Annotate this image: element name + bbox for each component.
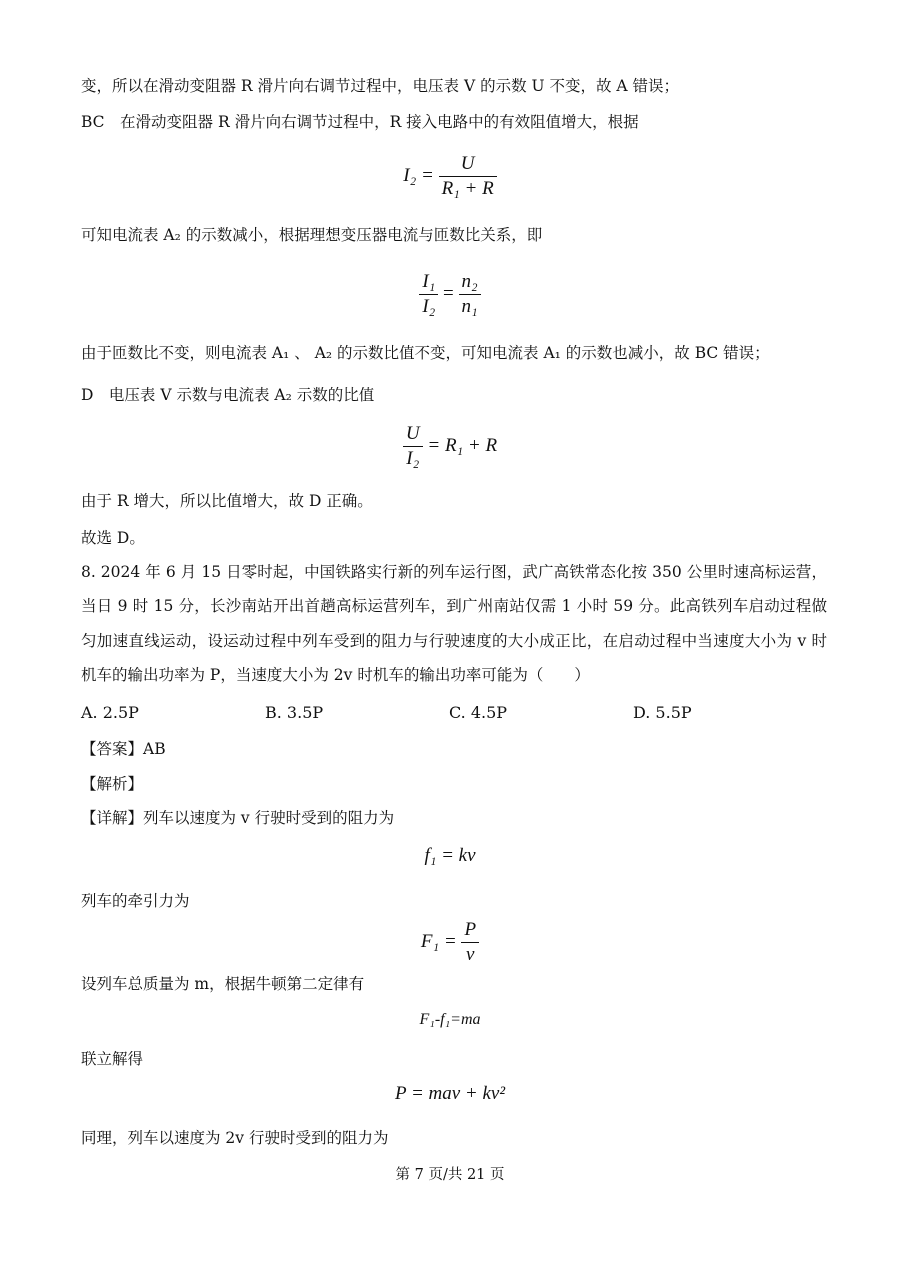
page-footer: 第 7 页/共 21 页 — [395, 1167, 505, 1183]
eq-text: f₁ = kv — [424, 845, 476, 866]
text-line-4: 由于匝数比不变，则电流表 A₁ 、 A₂ 的示数比值不变，可知电流表 A₁ 的示数也减小，故 BC 错误； — [81, 344, 770, 362]
denominator: v — [466, 944, 475, 965]
text-line-5: D 电压表 V 示数与电流表 A₂ 示数的比值 — [81, 386, 375, 404]
denominator: R₁ + R — [441, 178, 494, 199]
fraction — [461, 918, 479, 967]
detail-line-5: 同理，列车以速度为 2v 行驶时受到的阻力为 — [81, 1129, 389, 1147]
eq-lhs: I₂ = — [403, 164, 434, 186]
equation-current-i2 — [0, 152, 900, 201]
eq-text: P = mav + kv² — [394, 1083, 506, 1104]
option-a: A. 2.5P — [81, 703, 139, 722]
detail-line-1: 【详解】列车以速度为 v 行驶时受到的阻力为 — [81, 809, 395, 827]
equation-turns-ratio: $\frac{\text{I₁}}{\text{I₂}}$ = $\frac{\text{n₂}}{\text{n₁}}$ — [0, 270, 900, 319]
fraction-left — [419, 270, 438, 319]
equation-power — [0, 1083, 900, 1105]
equation-newton-second-law — [0, 1011, 900, 1029]
equation-resistance-ratio — [0, 422, 900, 471]
detail-line-2: 列车的牵引力为 — [81, 892, 190, 910]
text-line-1: 变，所以在滑动变阻器 R 滑片向右调节过程中，电压表 V 的示数 U 不变，故 A 错误； — [81, 77, 680, 95]
denominator: I₂ — [422, 296, 436, 317]
numerator: U — [439, 152, 497, 177]
detail-line-4: 联立解得 — [81, 1050, 144, 1068]
text-line-2: BC 在滑动变阻器 R 滑片向右调节过程中，R 接入电路中的有效阻值增大，根据 — [81, 113, 639, 131]
equation-drag-force — [0, 845, 900, 867]
fraction — [403, 422, 423, 471]
text-line-3: 可知电流表 A₂ 的示数减小，根据理想变压器电流与匝数比关系，即 — [81, 226, 543, 244]
fraction-right — [459, 270, 481, 319]
denominator: n₁ — [461, 296, 478, 317]
fraction — [439, 152, 497, 201]
option-c: C. 4.5P — [449, 703, 508, 722]
detail-line-3: 设列车总质量为 m，根据牛顿第二定律有 — [81, 975, 365, 993]
text-line-7: 故选 D。 — [81, 529, 145, 547]
option-b: B. 3.5P — [265, 703, 324, 722]
numerator: I₁ — [419, 270, 438, 295]
option-d: D. 5.5P — [633, 703, 692, 722]
answer-line: 【答案】AB — [81, 740, 166, 758]
eq-text: F₁-f₁=ma — [419, 1011, 481, 1028]
text-line-6: 由于 R 增大，所以比值增大，故 D 正确。 — [81, 492, 373, 510]
question-8-stem: 8. 2024 年 6 月 15 日零时起，中国铁路实行新的列车运行图，武广高铁常态化按 350 公里时速高标运营，当日 9 时 15 分，长沙南站开出首趟高标运营列车，到广州南站仅需 1 小时 59 分。此高铁列车启动过程做匀加速直线运动，设运动过程中列车受到的阻力与行驶速度的大小成正比，在启动过程中当速度大小为 v 时机车的输出功率为 P，当速度大小为 2v 时机车的输出功率可能为（ ） — [81, 563, 827, 684]
numerator: U — [403, 422, 423, 447]
numerator: P — [461, 918, 479, 943]
eq-rhs: = R₁ + R — [427, 434, 498, 456]
analysis-heading: 【解析】 — [81, 775, 144, 793]
denominator: I₂ — [406, 448, 420, 469]
numerator: n₂ — [459, 270, 481, 295]
equation-traction-force — [0, 918, 900, 967]
eq-lhs: F₁ = — [420, 930, 457, 952]
